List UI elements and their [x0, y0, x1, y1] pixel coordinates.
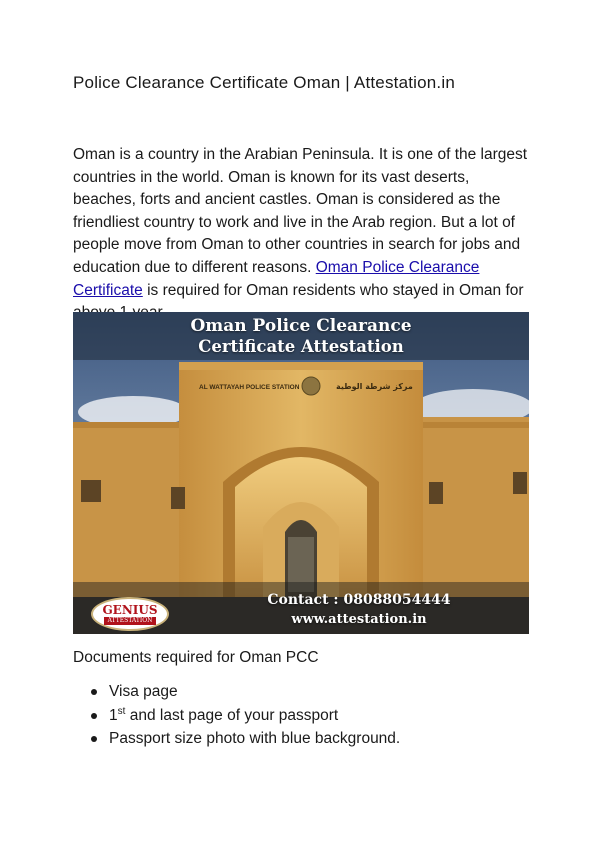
intro-text-end: is required for Oman residents who stayed in Oman for	[147, 281, 524, 299]
list-item	[73, 706, 400, 730]
banner-title-line1: Oman Police Clearance	[190, 316, 412, 336]
police-station-illustration	[73, 312, 529, 634]
banner-contact: Contact : 08088054444	[267, 592, 451, 608]
list-item-text: Visa page	[109, 683, 178, 700]
banner-website: www.attestation.in	[291, 612, 427, 627]
documents-list	[73, 682, 400, 753]
list-item-text: and last page of your passport	[125, 706, 339, 724]
list-item-ordinal: 1	[109, 706, 118, 724]
list-item-text: Passport size photo with blue background.	[109, 730, 401, 747]
logo-main-text: GENIUS	[102, 602, 158, 617]
list-item	[73, 729, 400, 753]
bullet-icon	[91, 689, 97, 695]
banner-title-line2: Certificate Attestation	[198, 337, 404, 356]
logo-sub-text: ATTESTATION	[104, 617, 157, 625]
bullet-icon	[91, 736, 97, 742]
intro-text: Oman is a country in the Arabian Peninsula. It is one of the largest countries in the world. Oman is known for its vast deserts, beaches, forts and ancient castles. Oman is considered as the friendliest country to work and live in the Arab region. But a lot of people move from Oman to other countries in search for jobs and education due to different reasons.	[73, 146, 528, 276]
list-item	[73, 682, 400, 706]
station-sign-arabic: مركز شرطة الوطية	[336, 382, 413, 391]
bullet-icon	[91, 713, 97, 719]
intro-paragraph	[73, 144, 533, 325]
station-sign-english: AL WATTAYAH POLICE STATION	[199, 384, 300, 391]
oman-pcc-link[interactable]: Oman Police Clearance Certificate	[73, 258, 480, 299]
page-title: Police Clearance Certificate Oman | Attestation.in	[73, 73, 455, 92]
banner-image	[73, 312, 529, 634]
documents-heading: Documents required for Oman PCC	[73, 649, 319, 666]
list-item-ordinal-suffix: st	[117, 705, 126, 717]
